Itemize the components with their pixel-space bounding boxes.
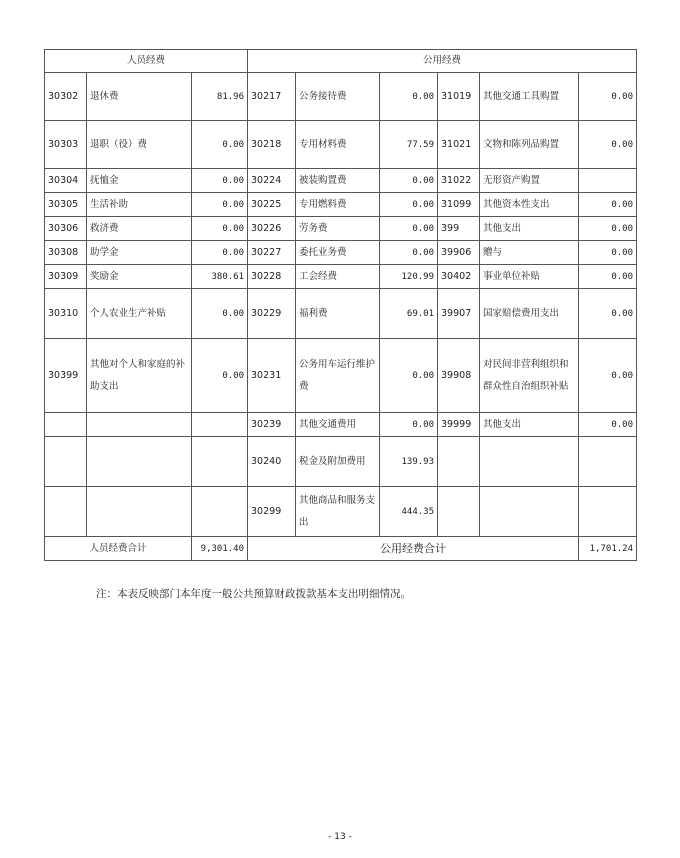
public-item: 专用材料费 xyxy=(296,121,380,169)
table-row xyxy=(45,413,637,437)
personnel-item: 退休费 xyxy=(87,73,192,121)
public-amount: 0.00 xyxy=(380,241,438,265)
personnel-total-label: 人员经费合计 xyxy=(45,537,192,561)
other-item: 其他资本性支出 xyxy=(480,193,579,217)
public-amount: 69.01 xyxy=(380,289,438,339)
public-item: 其他交通费用 xyxy=(296,413,380,437)
personnel-item xyxy=(87,413,192,437)
table-row xyxy=(45,487,637,537)
public-header: 公用经费 xyxy=(248,50,637,73)
public-code: 30224 xyxy=(248,169,296,193)
public-amount: 139.93 xyxy=(380,437,438,487)
public-code: 30217 xyxy=(248,73,296,121)
other-code: 31022 xyxy=(438,169,480,193)
table-row xyxy=(45,339,637,413)
personnel-amount: 0.00 xyxy=(192,289,248,339)
personnel-amount: 0.00 xyxy=(192,193,248,217)
totals-row xyxy=(45,537,637,561)
other-code: 39908 xyxy=(438,339,480,413)
personnel-amount xyxy=(192,487,248,537)
public-code: 30239 xyxy=(248,413,296,437)
personnel-item: 其他对个人和家庭的补助支出 xyxy=(87,339,192,413)
personnel-amount: 81.96 xyxy=(192,73,248,121)
public-total-label: 公用经费合计 xyxy=(248,537,579,561)
public-item: 被装购置费 xyxy=(296,169,380,193)
other-code: 39906 xyxy=(438,241,480,265)
personnel-item: 奖励金 xyxy=(87,265,192,289)
other-code: 31019 xyxy=(438,73,480,121)
other-item: 国家赔偿费用支出 xyxy=(480,289,579,339)
personnel-item xyxy=(87,437,192,487)
public-item: 公务用车运行维护费 xyxy=(296,339,380,413)
personnel-item: 救济费 xyxy=(87,217,192,241)
personnel-item: 生活补助 xyxy=(87,193,192,217)
other-amount: 0.00 xyxy=(579,265,637,289)
public-code: 30299 xyxy=(248,487,296,537)
other-amount: 0.00 xyxy=(579,413,637,437)
public-amount: 0.00 xyxy=(380,169,438,193)
public-amount: 0.00 xyxy=(380,193,438,217)
public-amount: 120.99 xyxy=(380,265,438,289)
other-amount xyxy=(579,437,637,487)
other-code: 39999 xyxy=(438,413,480,437)
other-code: 31021 xyxy=(438,121,480,169)
personnel-code: 30309 xyxy=(45,265,87,289)
table-body xyxy=(45,50,637,561)
public-code: 30226 xyxy=(248,217,296,241)
page-number: - 13 - xyxy=(328,832,352,842)
public-item: 专用燃料费 xyxy=(296,193,380,217)
other-item xyxy=(480,437,579,487)
other-item xyxy=(480,487,579,537)
table-row xyxy=(45,73,637,121)
public-item: 公务接待费 xyxy=(296,73,380,121)
public-item: 税金及附加费用 xyxy=(296,437,380,487)
public-item: 委托业务费 xyxy=(296,241,380,265)
personnel-amount xyxy=(192,413,248,437)
table-row xyxy=(45,121,637,169)
personnel-item: 退职（役）费 xyxy=(87,121,192,169)
public-code: 30228 xyxy=(248,265,296,289)
public-code: 30229 xyxy=(248,289,296,339)
personnel-code xyxy=(45,437,87,487)
personnel-item: 个人农业生产补贴 xyxy=(87,289,192,339)
personnel-code: 30304 xyxy=(45,169,87,193)
table-row xyxy=(45,437,637,487)
personnel-code: 30308 xyxy=(45,241,87,265)
table-row xyxy=(45,241,637,265)
other-code xyxy=(438,487,480,537)
expenditure-detail-table xyxy=(44,49,637,561)
other-item: 其他交通工具购置 xyxy=(480,73,579,121)
public-amount: 77.59 xyxy=(380,121,438,169)
other-amount: 0.00 xyxy=(579,73,637,121)
other-amount: 0.00 xyxy=(579,339,637,413)
table-note: 注：本表反映部门本年度一般公共预算财政拨款基本支出明细情况。 xyxy=(96,588,411,600)
personnel-amount xyxy=(192,437,248,487)
other-amount: 0.00 xyxy=(579,193,637,217)
public-item: 福利费 xyxy=(296,289,380,339)
table-row xyxy=(45,217,637,241)
personnel-code: 30310 xyxy=(45,289,87,339)
personnel-amount: 0.00 xyxy=(192,169,248,193)
public-amount: 0.00 xyxy=(380,73,438,121)
other-item: 其他支出 xyxy=(480,413,579,437)
other-code: 39907 xyxy=(438,289,480,339)
personnel-item xyxy=(87,487,192,537)
personnel-code: 30302 xyxy=(45,73,87,121)
other-item: 无形资产购置 xyxy=(480,169,579,193)
personnel-header: 人员经费 xyxy=(45,50,248,73)
personnel-item: 抚恤金 xyxy=(87,169,192,193)
personnel-code xyxy=(45,487,87,537)
public-item: 其他商品和服务支出 xyxy=(296,487,380,537)
personnel-total-amount: 9,301.40 xyxy=(192,537,248,561)
other-amount: 0.00 xyxy=(579,121,637,169)
other-code xyxy=(438,437,480,487)
personnel-code: 30305 xyxy=(45,193,87,217)
other-amount xyxy=(579,487,637,537)
other-code: 399 xyxy=(438,217,480,241)
other-item: 对民间非营利组织和群众性自治组织补贴 xyxy=(480,339,579,413)
other-amount: 0.00 xyxy=(579,289,637,339)
other-amount: 0.00 xyxy=(579,217,637,241)
header-row xyxy=(45,50,637,73)
table-row xyxy=(45,265,637,289)
public-total-amount: 1,701.24 xyxy=(579,537,637,561)
personnel-code: 30306 xyxy=(45,217,87,241)
personnel-code xyxy=(45,413,87,437)
other-code: 31099 xyxy=(438,193,480,217)
public-amount: 0.00 xyxy=(380,339,438,413)
other-item: 其他支出 xyxy=(480,217,579,241)
public-item: 劳务费 xyxy=(296,217,380,241)
public-amount: 0.00 xyxy=(380,413,438,437)
other-item: 赠与 xyxy=(480,241,579,265)
personnel-amount: 0.00 xyxy=(192,121,248,169)
personnel-amount: 0.00 xyxy=(192,217,248,241)
public-amount: 444.35 xyxy=(380,487,438,537)
personnel-amount: 380.61 xyxy=(192,265,248,289)
public-item: 工会经费 xyxy=(296,265,380,289)
personnel-amount: 0.00 xyxy=(192,339,248,413)
other-code: 30402 xyxy=(438,265,480,289)
public-code: 30225 xyxy=(248,193,296,217)
table-row xyxy=(45,169,637,193)
public-amount: 0.00 xyxy=(380,217,438,241)
public-code: 30218 xyxy=(248,121,296,169)
table-row xyxy=(45,289,637,339)
personnel-amount: 0.00 xyxy=(192,241,248,265)
public-code: 30227 xyxy=(248,241,296,265)
other-item: 事业单位补贴 xyxy=(480,265,579,289)
other-item: 文物和陈列品购置 xyxy=(480,121,579,169)
personnel-item: 助学金 xyxy=(87,241,192,265)
public-code: 30231 xyxy=(248,339,296,413)
personnel-code: 30399 xyxy=(45,339,87,413)
table-row xyxy=(45,193,637,217)
public-code: 30240 xyxy=(248,437,296,487)
other-amount: 0.00 xyxy=(579,241,637,265)
other-amount xyxy=(579,169,637,193)
personnel-code: 30303 xyxy=(45,121,87,169)
